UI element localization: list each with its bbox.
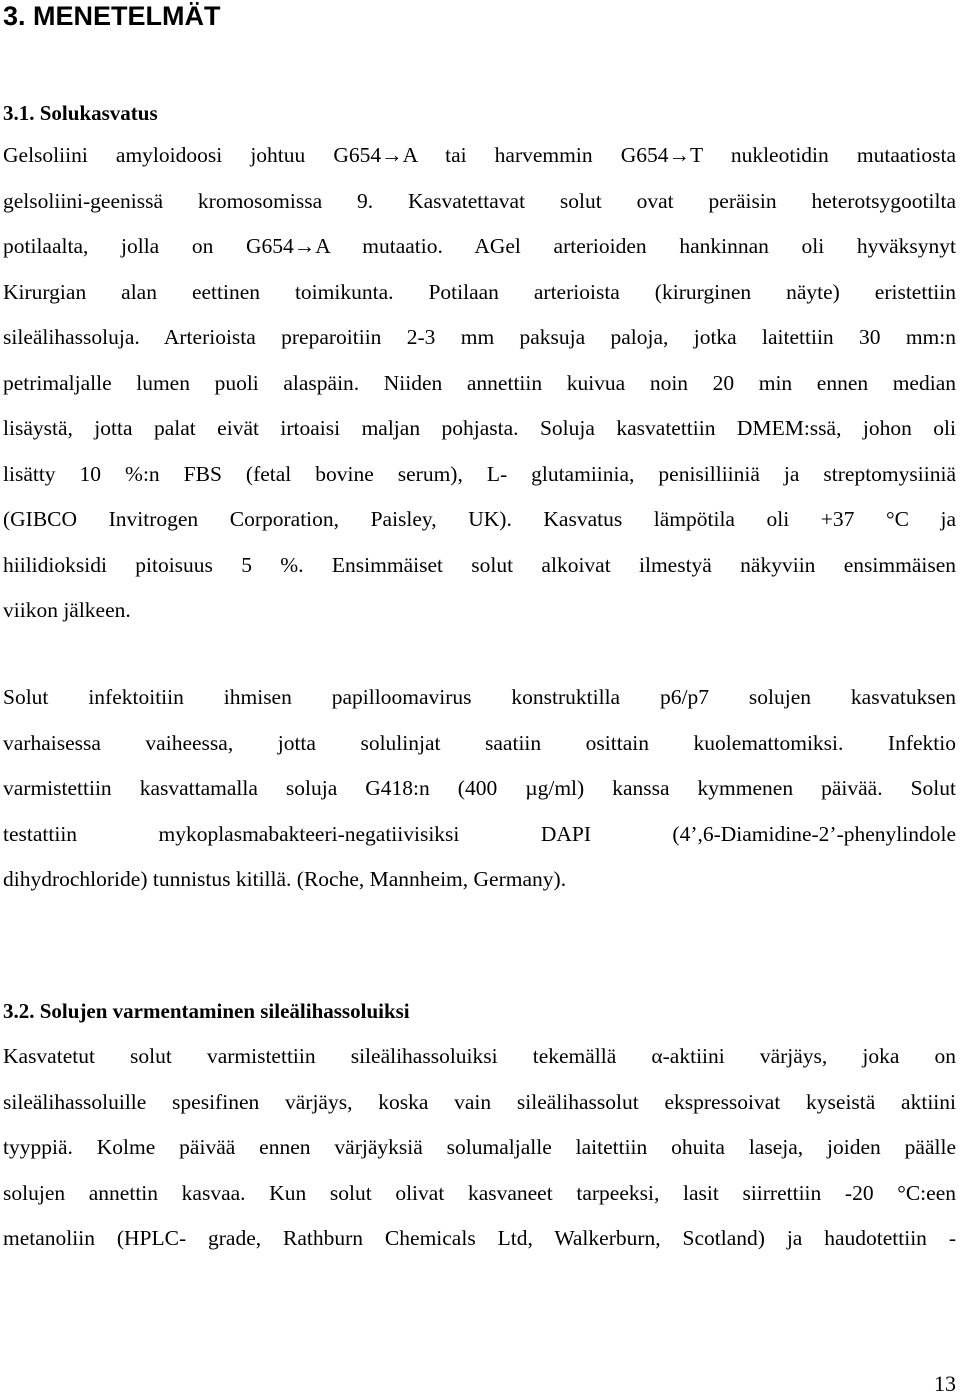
- text-line: tyyppiä. Kolme päivää ennen värjäyksiä solumaljalle laitettiin ohuita laseja, joiden päälle: [3, 1135, 956, 1159]
- text-line: testattiin mykoplasmabakteeri-negatiivisiksi DAPI (4’,6-Diamidine-2’-phenylindole: [3, 821, 956, 846]
- text-line: Solut infektoitiin ihmisen papilloomavirus konstruktilla p6/p7 solujen kasvatuksen: [3, 685, 956, 709]
- text-line: (GIBCO Invitrogen Corporation, Paisley, UK). Kasvatus lämpötila oli +37 °C ja: [3, 507, 956, 531]
- text-line: petrimaljalle lumen puoli alaspäin. Niiden annettiin kuivua noin 20 min ennen median: [3, 370, 956, 395]
- text-line: varhaisessa vaiheessa, jotta solulinjat saatiin osittain kuolemattomiksi. Infektio: [3, 730, 956, 755]
- text-line: hiilidioksidi pitoisuus 5 %. Ensimmäiset solut alkoivat ilmestyä näkyviin ensimmäisen: [3, 552, 956, 577]
- text-line: Kirurgian alan eettinen toimikunta. Potilaan arterioista (kirurginen näyte) eristettiin: [3, 279, 956, 304]
- text-line: dihydrochloride) tunnistus kitillä. (Roche, Mannheim, Germany).: [3, 867, 567, 891]
- text-line: metanoliin (HPLC- grade, Rathburn Chemicals Ltd, Walkerburn, Scotland) ja haudotettiin -: [3, 1226, 956, 1250]
- paragraph-infection: [3, 675, 956, 903]
- subsection-title-3-2: 3.2. Solujen varmentaminen sileälihassoluiksi: [3, 999, 410, 1023]
- text-line: gelsoliini-geenissä kromosomissa 9. Kasvatettavat solut ovat peräisin heterotsygootilta: [3, 188, 956, 213]
- text-line: lisäystä, jotta palat eivät irtoaisi maljan pohjasta. Soluja kasvatettiin DMEM:ssä, johon oli: [3, 416, 956, 440]
- text-line: sileälihassoluja. Arterioista preparoitiin 2-3 mm paksuja paloja, jotka laitettiin 30 mm:n: [3, 325, 956, 349]
- text-line: lisätty 10 %:n FBS (fetal bovine serum), L- glutamiinia, penisilliiniä ja streptomysiiniä: [3, 461, 956, 486]
- text-line: Gelsoliini amyloidoosi johtuu G654→A tai harvemmin G654→T nukleotidin mutaatiosta: [3, 143, 956, 167]
- text-line: sileälihassoluille spesifinen värjäys, koska vain sileälihassolut ekspressoivat kyseistä aktiini: [3, 1089, 956, 1114]
- page-number: 13: [934, 1371, 956, 1396]
- paragraph-solukasvatus: [3, 133, 956, 634]
- text-line: viikon jälkeen.: [3, 598, 131, 622]
- text-line: Kasvatetut solut varmistettiin sileälihassoluiksi tekemällä α-aktiini värjäys, joka on: [3, 1044, 956, 1068]
- text-line: varmistettiin kasvattamalla soluja G418:n (400 µg/ml) kanssa kymmenen päivää. Solut: [3, 776, 956, 800]
- subsection-title-3-1: 3.1. Solukasvatus: [3, 101, 158, 125]
- text-line: potilaalta, jolla on G654→A mutaatio. AGel arterioiden hankinnan oli hyväksynyt: [3, 234, 956, 258]
- text-line: solujen annettin kasvaa. Kun solut olivat kasvaneet tarpeeksi, lasit siirrettiin -20 °C:een: [3, 1180, 956, 1205]
- paragraph-verification: [3, 1034, 956, 1262]
- section-title: 3. MENETELMÄT: [3, 1, 221, 31]
